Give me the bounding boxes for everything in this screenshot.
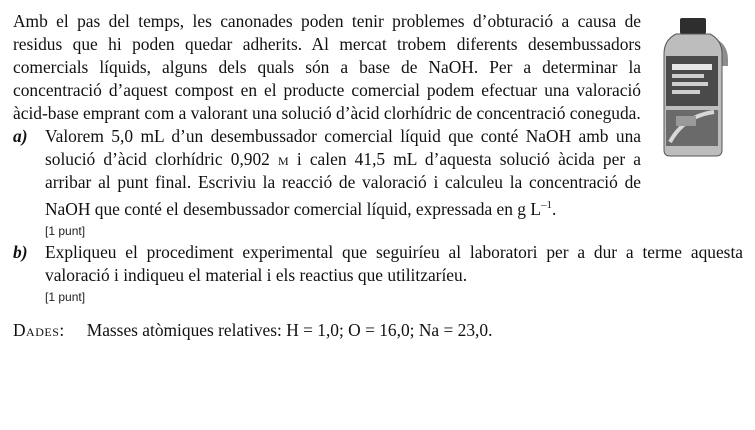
unit-superscript: –1 [540, 199, 552, 211]
question-b-label: b) [13, 241, 28, 262]
question-a-label: a) [13, 126, 28, 146]
data-text: Masses atòmiques relatives: H = 1,0; O = 16,0; Na = 23,0. [86, 319, 493, 340]
question-a-end: . [551, 198, 557, 219]
question-a-part2: i calen 41,5 mL d’aquesta solució àcida per a arribar al punt final. Escriviu la reacció de valoració i calculeu la concentració de NaOH que conté el desembussador comercial líquid, expressada en g L [45, 149, 641, 219]
question-b-text: Expliqueu el procediment experimental que seguiríeu al laboratori per a dur a terme aquesta valoració i indiqueu el material i els reactius que utilitzaríeu. [45, 241, 743, 285]
data-label: Dades: [13, 319, 65, 340]
intro-paragraph: Amb el pas del temps, les canonades poden tenir problemes d’obturació a causa de residus que hi poden quedar adherits. Al mercat trobem diferents desembussadors comercials líquids, alguns dels quals són a base de NaOH. Per a determinar la concentració d’aquest compost en el producte comercial podem efectuar una valoració àcid-base emprant com a valorant una solució d’àcid clorhídric de concentració coneguda. [13, 11, 641, 123]
exam-page [13, 10, 743, 342]
drain-cleaner-bottle-icon [650, 16, 740, 158]
question-b-points: [1 punt] [45, 289, 86, 304]
data-line [13, 319, 743, 342]
question-a-text [45, 125, 641, 221]
question-a-points: [1 punt] [45, 223, 86, 238]
molar-unit: m [278, 149, 289, 169]
question-b [13, 241, 743, 307]
question-a-part1: Valorem 5,0 mL d’un desembussador comercial líquid que conté NaOH amb una solució d’àcid clorhídric 0,902 [45, 126, 641, 169]
question-a [13, 125, 743, 241]
